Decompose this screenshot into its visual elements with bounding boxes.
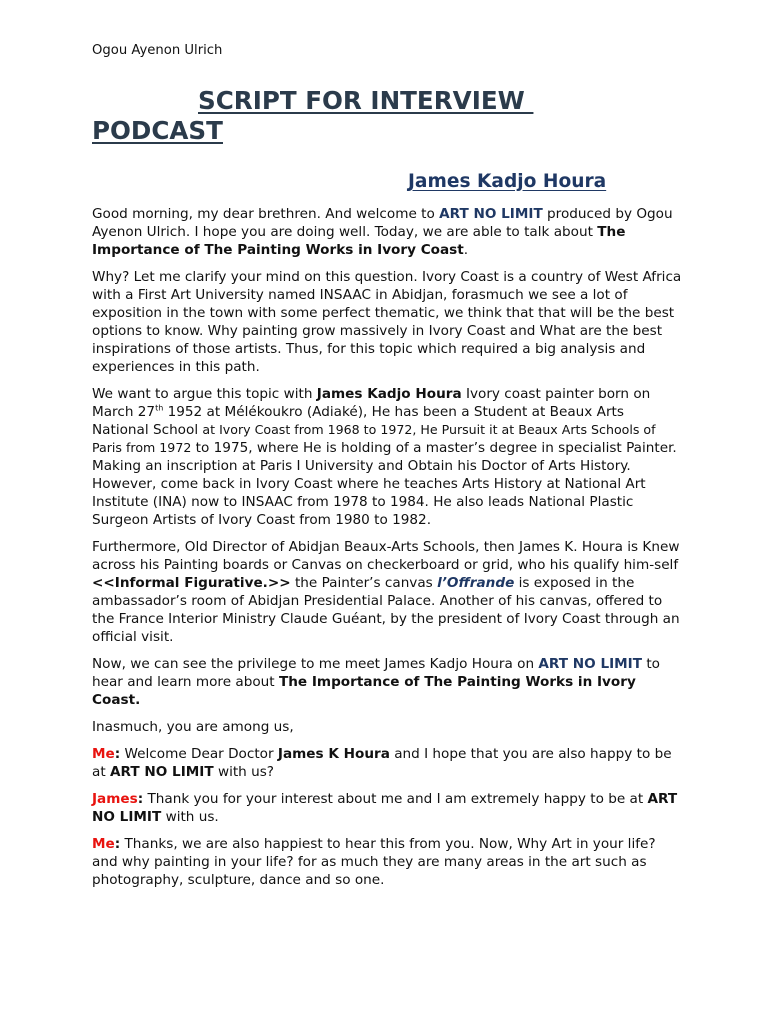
dialogue-line-1 [92,745,682,781]
text-run: with us? [213,764,275,780]
paragraph-privilege [92,655,682,709]
speaker-james: James [92,791,138,807]
brand-name: ART NO LIMIT [92,791,678,825]
canvas-title: l’Offrande [437,575,515,591]
guest-name: James K Houra [277,746,390,762]
title-line-1: SCRIPT FOR INTERVIEW [198,86,534,115]
text-run: Ivory coast painter born on March 27 [92,386,651,420]
speaker-colon: : [114,836,121,852]
author-header: Ogou Ayenon Ulrich [92,43,223,58]
text-run: and I hope that you are also happy to be at [92,746,672,780]
text-run-small: at Ivory Coast from 1968 to 1972, He Pursuit it at Beaux Arts Schools of Paris from 1972 [92,422,656,455]
title-line-2: PODCAST [92,116,223,145]
paragraph-among-us: Inasmuch, you are among us, [92,719,294,735]
paragraph-why: Why? Let me clarify your mind on this question. Ivory Coast is a country of West Africa with a First Art University named INSAAC in Abidjan, forasmuch we see a lot of exposition in the town with some perfect thematic, we think that that will be the best options to know. Why painting grow massively in Ivory Coast and What are the best inspirations of those artists. Thus, for this topic which required a big analysis and experiences in this path. [92,269,682,375]
guest-name-heading: James Kadjo Houra [408,171,607,192]
style-quote: <<Informal Figurative.>> [92,575,291,591]
text-run: is exposed in the ambassador’s room of Abidjan Presidential Palace. Another of his canvas, offered to the France Interior Ministry Claude Guéant, by the president of Ivory Coast through an official visit. [92,575,680,645]
text-run: Thanks, we are also happiest to hear this from you. Now, Why Art in your life? and why painting in your life? for as much they are many areas in the art such as photography, sculpture, dance and so one. [92,836,656,888]
text-run: 1952 at Mélékoukro (Adiaké), He has been a Student at Beaux Arts National School [92,404,624,438]
paragraph-biography [92,385,682,529]
speaker-me: Me [92,836,115,852]
text-run: with us. [161,809,219,825]
brand-name: ART NO LIMIT [439,206,543,222]
text-run: Now, we can see the privilege to me meet James Kadjo Houra on [92,656,539,672]
speaker-colon: : [137,791,144,807]
speaker-me: Me [92,746,115,762]
text-run: . [463,242,469,258]
text-run: Good morning, my dear brethren. And welcome to [92,206,440,222]
speaker-colon: : [114,746,121,762]
text-run: Furthermore, Old Director of Abidjan Beaux-Arts Schools, then James K. Houra is Knew across his Painting boards or Canvas on checkerboard or grid, who his qualify him-self [92,539,680,573]
brand-name: ART NO LIMIT [109,764,214,780]
guest-name: James Kadjo Houra [316,386,462,402]
paragraph-career [92,538,682,646]
brand-name: ART NO LIMIT [538,656,643,672]
dialogue-line-2 [92,790,682,826]
text-run: Thank you for your interest about me and I am extremely happy to be at [143,791,648,807]
dialogue-line-3 [92,835,682,889]
text-run: the Painter’s canvas [290,575,438,591]
topic-title: The Importance of The Painting Works in Ivory Coast. [92,674,636,708]
text-run: Welcome Dear Doctor [120,746,278,762]
ordinal-suffix: th [155,403,164,413]
paragraph-intro [92,205,682,259]
document-title [92,86,682,146]
text-run: produced by Ogou Ayenon Ulrich. I hope you are doing well. Today, we are able to talk about [92,206,673,240]
text-run: We want to argue this topic with [92,386,317,402]
text-run: to hear and learn more about [92,656,660,690]
document-body [92,205,682,898]
text-run: to 1975, where He is holding of a master’s degree in specialist Painter. Making an inscription at Paris I University and Obtain his Doctor of Arts History. However, come back in Ivory Coast where he teaches Arts History at National Art Institute (INA) now to INSAAC from 1978 to 1984. He also leads National Plastic Surgeon Artists of Ivory Coast from 1980 to 1982. [92,440,677,528]
topic-title: The Importance of The Painting Works in Ivory Coast [92,224,626,258]
